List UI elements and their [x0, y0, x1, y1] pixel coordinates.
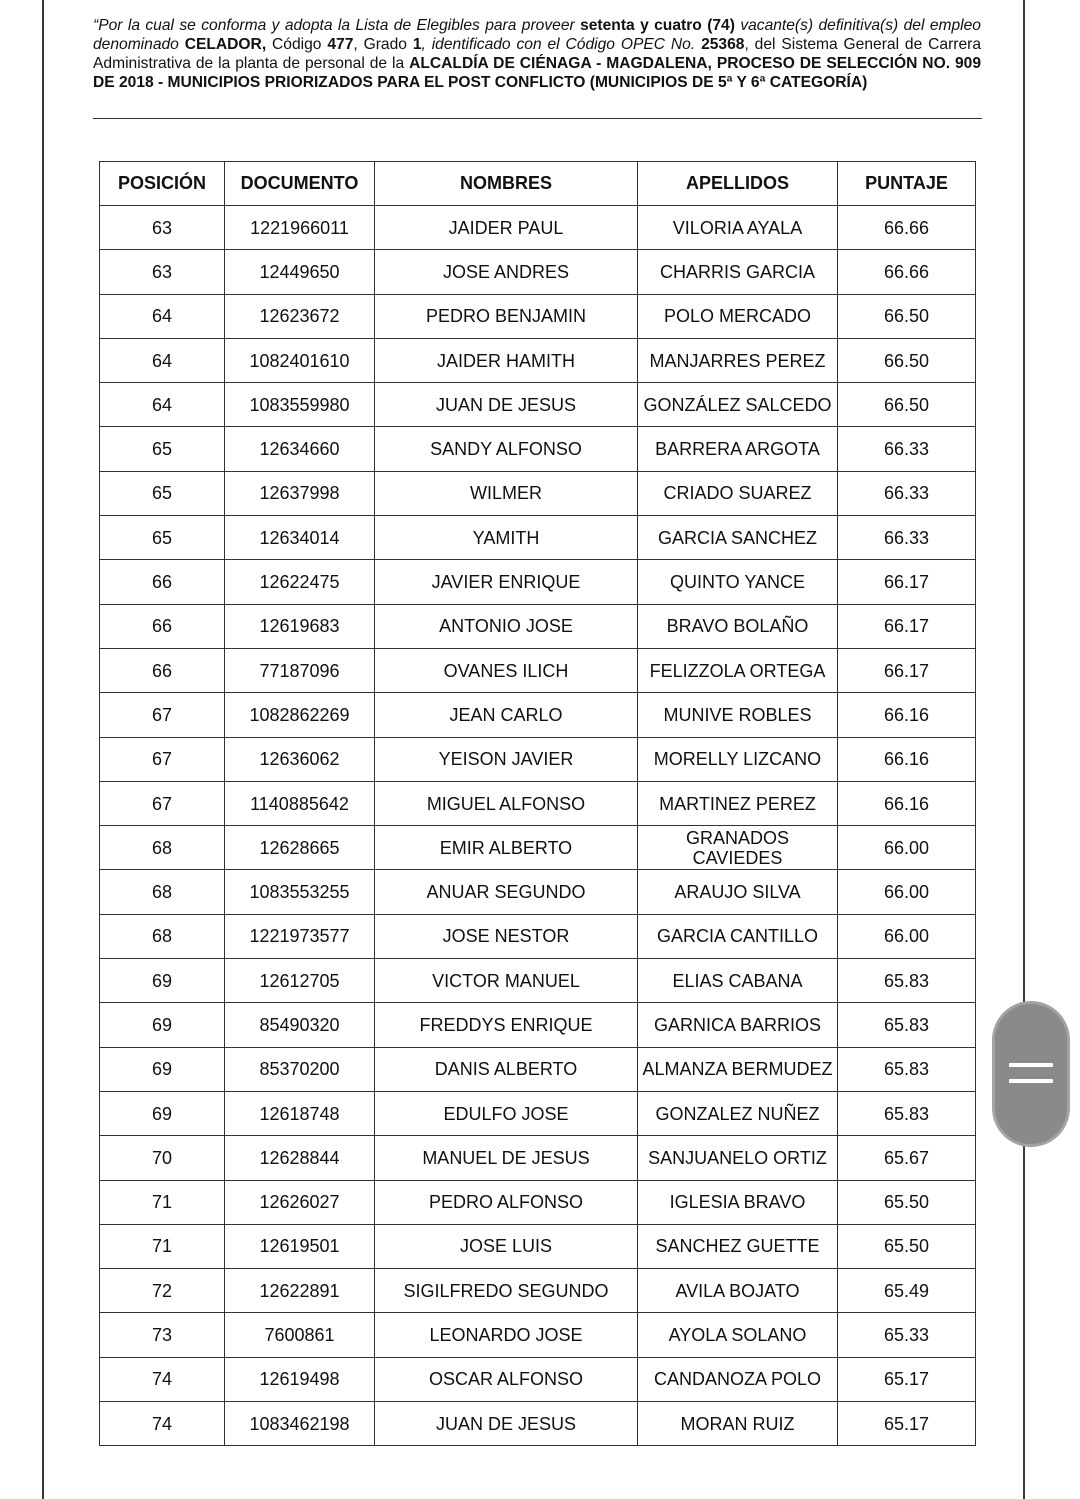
table-row [100, 826, 976, 870]
cell-surnames: GONZALEZ NUÑEZ [638, 1091, 838, 1135]
cell-names: YAMITH [375, 516, 638, 560]
cell-names: EDULFO JOSE [375, 1091, 638, 1135]
table-row [100, 737, 976, 781]
cell-document: 7600861 [225, 1313, 375, 1357]
heading-job-name: CELADOR, [184, 36, 267, 53]
cell-document: 12628665 [225, 826, 375, 870]
table-row [100, 1047, 976, 1091]
cell-position: 67 [100, 781, 225, 825]
cell-position: 65 [100, 427, 225, 471]
cell-surnames: AYOLA SOLANO [638, 1313, 838, 1357]
cell-surnames: ELIAS CABANA [638, 959, 838, 1003]
table-row [100, 1357, 976, 1401]
table-row [100, 1224, 976, 1268]
cell-position: 74 [100, 1402, 225, 1446]
cell-names: SIGILFREDO SEGUNDO [375, 1269, 638, 1313]
column-header-names: NOMBRES [375, 162, 638, 206]
heading-grade: 1 [412, 36, 422, 53]
page-edge-right [1023, 0, 1025, 1499]
cell-score: 66.50 [838, 294, 976, 338]
cell-position: 66 [100, 560, 225, 604]
cell-score: 65.83 [838, 959, 976, 1003]
cell-surnames: CRIADO SUAREZ [638, 471, 838, 515]
cell-document: 77187096 [225, 648, 375, 692]
cell-names: PEDRO ALFONSO [375, 1180, 638, 1224]
cell-surnames: POLO MERCADO [638, 294, 838, 338]
cell-surnames: FELIZZOLA ORTEGA [638, 648, 838, 692]
cell-position: 72 [100, 1269, 225, 1313]
cell-names: MIGUEL ALFONSO [375, 781, 638, 825]
table-row [100, 560, 976, 604]
table-row [100, 1402, 976, 1446]
heading-job-code: 477 [327, 36, 354, 53]
cell-position: 64 [100, 338, 225, 382]
cell-surnames: IGLESIA BRAVO [638, 1180, 838, 1224]
cell-document: 12619498 [225, 1357, 375, 1401]
cell-document: 12619501 [225, 1224, 375, 1268]
cell-score: 66.17 [838, 560, 976, 604]
table-row [100, 604, 976, 648]
cell-names: OSCAR ALFONSO [375, 1357, 638, 1401]
cell-document: 85490320 [225, 1003, 375, 1047]
cell-names: JAVIER ENRIQUE [375, 560, 638, 604]
table-header-row [100, 162, 976, 206]
heading-text-2: vacante(s) definitiva(s) del empleo denominado [93, 17, 981, 53]
cell-document: 12622891 [225, 1269, 375, 1313]
cell-names: EMIR ALBERTO [375, 826, 638, 870]
cell-document: 12623672 [225, 294, 375, 338]
table-row [100, 1180, 976, 1224]
eligibles-table [99, 161, 976, 1446]
table-row [100, 959, 976, 1003]
cell-document: 1082862269 [225, 693, 375, 737]
cell-names: JOSE NESTOR [375, 914, 638, 958]
table-row [100, 1136, 976, 1180]
cell-position: 64 [100, 294, 225, 338]
cell-surnames: GARCIA CANTILLO [638, 914, 838, 958]
cell-score: 65.17 [838, 1402, 976, 1446]
cell-document: 1082401610 [225, 338, 375, 382]
table-row [100, 427, 976, 471]
cell-document: 1083553255 [225, 870, 375, 914]
cell-surnames: ALMANZA BERMUDEZ [638, 1047, 838, 1091]
cell-names: JUAN DE JESUS [375, 1402, 638, 1446]
cell-position: 70 [100, 1136, 225, 1180]
cell-names: JOSE ANDRES [375, 250, 638, 294]
cell-surnames: GARCIA SANCHEZ [638, 516, 838, 560]
cell-names: JAIDER PAUL [375, 206, 638, 250]
cell-score: 65.83 [838, 1091, 976, 1135]
heading-opec-code: 25368 [701, 36, 745, 53]
cell-score: 66.33 [838, 471, 976, 515]
cell-document: 1221966011 [225, 206, 375, 250]
column-header-score: PUNTAJE [838, 162, 976, 206]
cell-document: 12619683 [225, 604, 375, 648]
cell-names: JOSE LUIS [375, 1224, 638, 1268]
cell-score: 66.33 [838, 516, 976, 560]
cell-document: 12636062 [225, 737, 375, 781]
heading-text-5: , identificado con el Código OPEC No. [421, 36, 702, 53]
cell-surnames: CHARRIS GARCIA [638, 250, 838, 294]
cell-surnames: BARRERA ARGOTA [638, 427, 838, 471]
cell-score: 65.83 [838, 1047, 976, 1091]
cell-position: 74 [100, 1357, 225, 1401]
table-row [100, 471, 976, 515]
cell-score: 66.16 [838, 781, 976, 825]
column-header-position: POSICIÓN [100, 162, 225, 206]
table-row [100, 1003, 976, 1047]
cell-document: 85370200 [225, 1047, 375, 1091]
table-row [100, 781, 976, 825]
cell-document: 12449650 [225, 250, 375, 294]
table-row [100, 693, 976, 737]
heading-underline [93, 118, 982, 119]
cell-document: 1140885642 [225, 781, 375, 825]
cell-position: 67 [100, 737, 225, 781]
cell-position: 65 [100, 471, 225, 515]
cell-surnames: VILORIA AYALA [638, 206, 838, 250]
cell-document: 12634660 [225, 427, 375, 471]
cell-position: 69 [100, 1047, 225, 1091]
cell-position: 69 [100, 959, 225, 1003]
cell-names: ANUAR SEGUNDO [375, 870, 638, 914]
cell-names: FREDDYS ENRIQUE [375, 1003, 638, 1047]
cell-names: ANTONIO JOSE [375, 604, 638, 648]
cell-document: 1221973577 [225, 914, 375, 958]
table-row [100, 383, 976, 427]
table-row [100, 516, 976, 560]
cell-score: 66.50 [838, 338, 976, 382]
cell-surnames: GRANADOS CAVIEDES [638, 826, 838, 870]
cell-position: 64 [100, 383, 225, 427]
cell-score: 66.17 [838, 648, 976, 692]
cell-document: 1083462198 [225, 1402, 375, 1446]
cell-position: 69 [100, 1091, 225, 1135]
cell-position: 68 [100, 870, 225, 914]
heading-entity: ALCALDÍA DE CIÉNAGA - MAGDALENA, PROCESO DE SELECCIÓN NO. 909 DE 2018 - MUNICIPIOS PRIORIZADOS PARA EL POST CONFLICTO (MUNICIPIOS DE 5ª Y 6ª CATEGORÍA) [93, 55, 981, 91]
cell-surnames: GARNICA BARRIOS [638, 1003, 838, 1047]
table-row [100, 648, 976, 692]
cell-position: 71 [100, 1224, 225, 1268]
table-row [100, 1091, 976, 1135]
cell-names: SANDY ALFONSO [375, 427, 638, 471]
cell-surnames: MORELLY LIZCANO [638, 737, 838, 781]
heading-text-3: Código [266, 36, 328, 53]
cell-surnames: ARAUJO SILVA [638, 870, 838, 914]
cell-position: 65 [100, 516, 225, 560]
cell-score: 65.50 [838, 1224, 976, 1268]
cell-position: 71 [100, 1180, 225, 1224]
cell-names: WILMER [375, 471, 638, 515]
cell-names: PEDRO BENJAMIN [375, 294, 638, 338]
cell-score: 65.17 [838, 1357, 976, 1401]
cell-score: 66.17 [838, 604, 976, 648]
cell-position: 69 [100, 1003, 225, 1047]
table-row [100, 294, 976, 338]
cell-surnames: MORAN RUIZ [638, 1402, 838, 1446]
cell-names: YEISON JAVIER [375, 737, 638, 781]
heading-vacancies-count: setenta y cuatro (74) [580, 17, 735, 34]
heading-text-6: , del Sistema General de Carrera Administrativa de la planta de personal de la [93, 36, 981, 72]
cell-surnames: SANJUANELO ORTIZ [638, 1136, 838, 1180]
column-header-surnames: APELLIDOS [638, 162, 838, 206]
cell-surnames: AVILA BOJATO [638, 1269, 838, 1313]
cell-document: 12618748 [225, 1091, 375, 1135]
page-edge-left [42, 0, 44, 1499]
cell-names: VICTOR MANUEL [375, 959, 638, 1003]
cell-document: 12612705 [225, 959, 375, 1003]
grip-line-top [1009, 1063, 1053, 1067]
cell-document: 12628844 [225, 1136, 375, 1180]
cell-names: OVANES ILICH [375, 648, 638, 692]
cell-position: 66 [100, 604, 225, 648]
cell-names: JAIDER HAMITH [375, 338, 638, 382]
cell-position: 68 [100, 914, 225, 958]
cell-names: MANUEL DE JESUS [375, 1136, 638, 1180]
table-row [100, 1313, 976, 1357]
table-row [100, 338, 976, 382]
cell-score: 66.16 [838, 737, 976, 781]
cell-surnames: MARTINEZ PEREZ [638, 781, 838, 825]
cell-score: 66.50 [838, 383, 976, 427]
cell-surnames: CANDANOZA POLO [638, 1357, 838, 1401]
heading-text-1: “Por la cual se conforma y adopta la Lista de Elegibles para proveer [93, 17, 581, 34]
table-row [100, 870, 976, 914]
cell-score: 65.50 [838, 1180, 976, 1224]
column-header-document: DOCUMENTO [225, 162, 375, 206]
cell-names: JUAN DE JESUS [375, 383, 638, 427]
heading-text-4: , Grado [353, 36, 413, 53]
resolution-heading [93, 16, 981, 92]
cell-document: 1083559980 [225, 383, 375, 427]
cell-names: JEAN CARLO [375, 693, 638, 737]
cell-surnames: BRAVO BOLAÑO [638, 604, 838, 648]
cell-score: 65.33 [838, 1313, 976, 1357]
cell-document: 12634014 [225, 516, 375, 560]
cell-score: 65.83 [838, 1003, 976, 1047]
cell-position: 66 [100, 648, 225, 692]
cell-position: 63 [100, 206, 225, 250]
cell-score: 66.16 [838, 693, 976, 737]
cell-position: 67 [100, 693, 225, 737]
cell-surnames: SANCHEZ GUETTE [638, 1224, 838, 1268]
cell-score: 66.66 [838, 206, 976, 250]
cell-score: 65.67 [838, 1136, 976, 1180]
table-body [100, 206, 976, 1446]
table-row [100, 914, 976, 958]
cell-names: LEONARDO JOSE [375, 1313, 638, 1357]
cell-document: 12637998 [225, 471, 375, 515]
scroll-handle[interactable] [992, 1001, 1070, 1147]
cell-score: 66.33 [838, 427, 976, 471]
cell-surnames: MANJARRES PEREZ [638, 338, 838, 382]
table-row [100, 1269, 976, 1313]
cell-position: 68 [100, 826, 225, 870]
cell-surnames: QUINTO YANCE [638, 560, 838, 604]
cell-score: 65.49 [838, 1269, 976, 1313]
cell-surnames: MUNIVE ROBLES [638, 693, 838, 737]
table-row [100, 250, 976, 294]
cell-score: 66.66 [838, 250, 976, 294]
cell-score: 66.00 [838, 870, 976, 914]
cell-names: DANIS ALBERTO [375, 1047, 638, 1091]
cell-score: 66.00 [838, 914, 976, 958]
cell-position: 73 [100, 1313, 225, 1357]
grip-line-bottom [1009, 1079, 1053, 1083]
cell-document: 12622475 [225, 560, 375, 604]
cell-position: 63 [100, 250, 225, 294]
cell-surnames: GONZÁLEZ SALCEDO [638, 383, 838, 427]
cell-score: 66.00 [838, 826, 976, 870]
table-row [100, 206, 976, 250]
cell-document: 12626027 [225, 1180, 375, 1224]
